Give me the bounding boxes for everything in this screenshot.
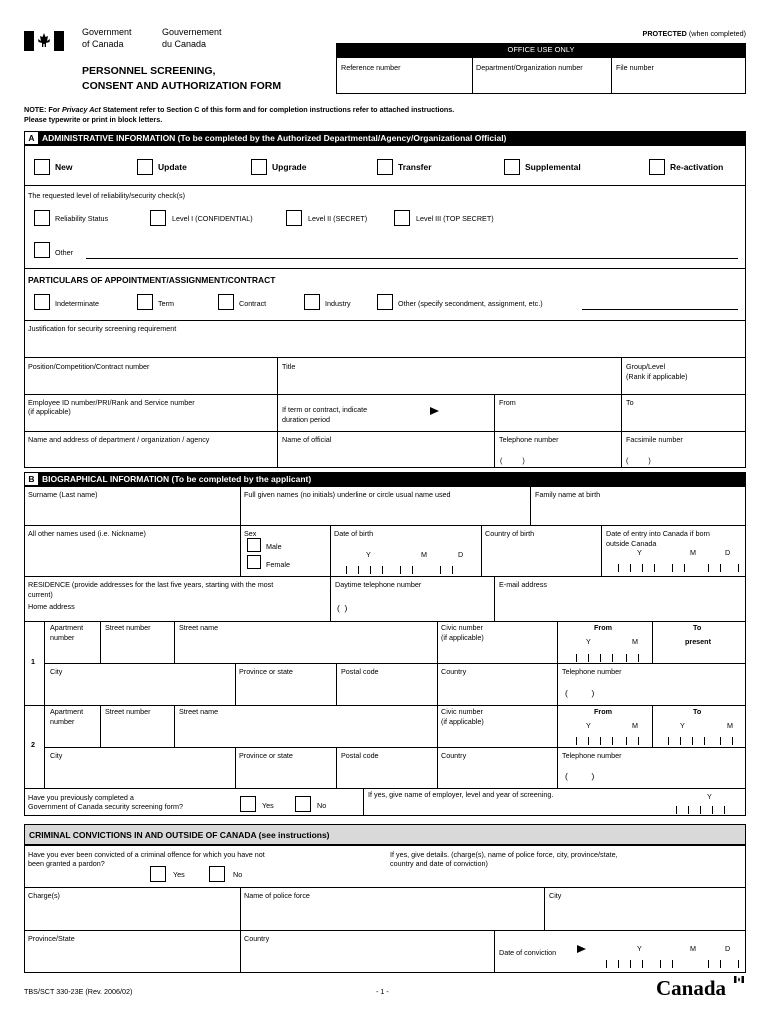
conviction-d: D bbox=[725, 944, 731, 953]
arrow-right-icon bbox=[430, 407, 439, 415]
surname-label: Surname (Last name) bbox=[28, 490, 98, 499]
civic-label-2b: (if applicable) bbox=[441, 717, 484, 726]
daytime-phone-parens: ( ) bbox=[337, 603, 348, 613]
position-number-label: Position/Competition/Contract number bbox=[28, 362, 150, 371]
prev-no-label: No bbox=[317, 801, 327, 810]
label-upgrade: Upgrade bbox=[272, 162, 307, 172]
checkbox-reliability[interactable] bbox=[34, 210, 50, 226]
label-other-level: Other bbox=[55, 248, 73, 257]
telephone-parens: ( ) bbox=[500, 456, 525, 465]
protected-label bbox=[643, 29, 746, 38]
charges-label: Charge(s) bbox=[28, 891, 60, 900]
employee-id-label-2: (if applicable) bbox=[28, 407, 71, 416]
checkbox-transfer[interactable] bbox=[377, 159, 393, 175]
conviction-no-label: No bbox=[233, 870, 243, 879]
facsimile-label: Facsimile number bbox=[626, 435, 683, 444]
entry-m: M bbox=[690, 548, 696, 557]
entry-y: Y bbox=[637, 548, 642, 557]
conviction-date-label: Date of conviction bbox=[499, 948, 557, 957]
entry-d: D bbox=[725, 548, 731, 557]
file-number-label: File number bbox=[616, 63, 654, 72]
street-number-label-2: Street number bbox=[105, 707, 151, 716]
label-other-appointment: Other (specify secondment, assignment, etc.) bbox=[398, 299, 543, 308]
employee-id-label-1: Employee ID number/PRI/Rank and Service number bbox=[28, 398, 195, 407]
label-update: Update bbox=[158, 162, 187, 172]
postal-label-2: Postal code bbox=[341, 751, 379, 760]
reference-number-label: Reference number bbox=[341, 63, 401, 72]
other-level-input[interactable] bbox=[86, 258, 738, 259]
criminal-frame bbox=[24, 845, 746, 973]
conviction-question-1: Have you ever been convicted of a criminal offence for which you have not bbox=[28, 850, 265, 859]
telephone-parens-1: ( ) bbox=[565, 688, 595, 698]
checkbox-reactivation[interactable] bbox=[649, 159, 665, 175]
telephone-parens-2: ( ) bbox=[565, 771, 595, 781]
checkbox-upgrade[interactable] bbox=[251, 159, 267, 175]
prev-year-y: Y bbox=[707, 792, 712, 801]
group-level-label-2: (Rank if applicable) bbox=[626, 372, 688, 381]
checkbox-conviction-no[interactable] bbox=[209, 866, 225, 882]
dob-d: D bbox=[458, 550, 464, 559]
checkbox-prev-yes[interactable] bbox=[240, 796, 256, 812]
prev-yes-details-label: If yes, give name of employer, level and year of screening. bbox=[368, 790, 554, 799]
justification-label: Justification for security screening requirement bbox=[28, 324, 177, 333]
conviction-m: M bbox=[690, 944, 696, 953]
note-prefix: NOTE: For bbox=[24, 105, 62, 114]
conviction-city-label: City bbox=[549, 891, 562, 900]
section-b-title: BIOGRAPHICAL INFORMATION (To be completed by the applicant) bbox=[42, 474, 312, 484]
checkbox-industry[interactable] bbox=[304, 294, 320, 310]
country-birth-label: Country of birth bbox=[485, 529, 535, 538]
canada-flag-icon bbox=[24, 31, 64, 51]
canada-wordmark bbox=[656, 976, 726, 1001]
addr-to-y-2: Y bbox=[680, 721, 685, 730]
gov-en-line-1: Government bbox=[82, 27, 132, 37]
section-b-letter: B bbox=[25, 473, 38, 485]
title-label: Title bbox=[282, 362, 296, 371]
protected-bold: PROTECTED bbox=[642, 29, 687, 38]
checkbox-prev-no[interactable] bbox=[295, 796, 311, 812]
conviction-yes-label: Yes bbox=[173, 870, 185, 879]
civic-label-1b: (if applicable) bbox=[441, 633, 484, 642]
criminal-title: CRIMINAL CONVICTIONS IN AND OUTSIDE OF CANADA (see instructions) bbox=[29, 830, 330, 840]
male-label: Male bbox=[266, 542, 282, 551]
group-level-label-1: Group/Level bbox=[626, 362, 666, 371]
dept-address-label: Name and address of department / organization / agency bbox=[28, 435, 210, 444]
conviction-country-label: Country bbox=[244, 934, 270, 943]
note-rest: Statement refer to Section C of this form and for completion instructions refer to attached instructions. bbox=[100, 105, 455, 114]
office-use-label: OFFICE USE ONLY bbox=[507, 45, 575, 54]
note-line-2: Please typewrite or print in block letters. bbox=[24, 115, 163, 124]
checkbox-level-2[interactable] bbox=[286, 210, 302, 226]
label-level-2: Level II (SECRET) bbox=[308, 214, 368, 223]
apartment-label-2a: Apartment bbox=[50, 707, 84, 716]
label-reactivation: Re-activation bbox=[670, 162, 724, 172]
form-title-line-1: PERSONNEL SCREENING, bbox=[82, 65, 216, 77]
label-indeterminate: Indeterminate bbox=[55, 299, 99, 308]
province-state-label: Province/State bbox=[28, 934, 75, 943]
checkbox-level-1[interactable] bbox=[150, 210, 166, 226]
section-a-title: ADMINISTRATIVE INFORMATION (To be completed by the Authorized Departmental/Agency/Organizational Official) bbox=[42, 133, 507, 143]
address-row-1-number: 1 bbox=[31, 657, 35, 666]
canada-wordmark-text: Canada bbox=[656, 976, 727, 1000]
female-label: Female bbox=[266, 560, 290, 569]
country-label-1: Country bbox=[441, 667, 467, 676]
city-label-2: City bbox=[50, 751, 63, 760]
particulars-title: PARTICULARS OF APPOINTMENT/ASSIGNMENT/CONTRACT bbox=[28, 275, 276, 285]
checkbox-term[interactable] bbox=[137, 294, 153, 310]
country-label-2: Country bbox=[441, 751, 467, 760]
wordmark-flag-icon bbox=[734, 976, 744, 983]
dob-m: M bbox=[421, 550, 427, 559]
daytime-phone-label: Daytime telephone number bbox=[335, 580, 422, 589]
checkbox-female[interactable] bbox=[247, 555, 261, 569]
apartment-label-1b: number bbox=[50, 633, 75, 642]
addr-from-label-1: From bbox=[594, 623, 612, 632]
note-line-1 bbox=[24, 105, 454, 114]
street-number-label-1: Street number bbox=[105, 623, 151, 632]
from-label: From bbox=[499, 398, 516, 407]
level-label: The requested level of reliability/security check(s) bbox=[28, 191, 185, 200]
conviction-y: Y bbox=[637, 944, 642, 953]
addr-from-label-2: From bbox=[594, 707, 612, 716]
term-label-2: duration period bbox=[282, 415, 330, 424]
telephone-label-1: Telephone number bbox=[562, 667, 622, 676]
apartment-label-2b: number bbox=[50, 717, 75, 726]
street-name-label-2: Street name bbox=[179, 707, 219, 716]
criminal-header bbox=[24, 824, 746, 845]
postal-label-1: Postal code bbox=[341, 667, 379, 676]
label-supplemental: Supplemental bbox=[525, 162, 581, 172]
telephone-label: Telephone number bbox=[499, 435, 559, 444]
label-level-3: Level III (TOP SECRET) bbox=[416, 214, 494, 223]
official-name-label: Name of official bbox=[282, 435, 332, 444]
civic-label-1a: Civic number bbox=[441, 623, 483, 632]
conviction-question-2: been granted a pardon? bbox=[28, 859, 105, 868]
entry-date-label-2: outside Canada bbox=[606, 539, 657, 548]
police-force-label: Name of police force bbox=[244, 891, 310, 900]
checkbox-level-3[interactable] bbox=[394, 210, 410, 226]
dob-label: Date of birth bbox=[334, 529, 374, 538]
checkbox-supplemental[interactable] bbox=[504, 159, 520, 175]
residence-label-1: RESIDENCE (provide addresses for the last five years, starting with the most bbox=[28, 580, 274, 589]
checkbox-male[interactable] bbox=[247, 538, 261, 552]
label-industry: Industry bbox=[325, 299, 351, 308]
addr-from-m-1: M bbox=[632, 637, 638, 646]
addr-from-m-2: M bbox=[632, 721, 638, 730]
checkbox-new[interactable] bbox=[34, 159, 50, 175]
given-names-label: Full given names (no initials) underline or circle usual name used bbox=[244, 490, 451, 499]
facsimile-parens: ( ) bbox=[626, 456, 651, 465]
section-b-header bbox=[24, 472, 746, 486]
section-a-letter: A bbox=[25, 132, 38, 144]
dept-number-label: Department/Organization number bbox=[476, 63, 583, 72]
label-contract: Contract bbox=[239, 299, 267, 308]
section-a-header bbox=[24, 131, 746, 145]
to-label: To bbox=[626, 398, 634, 407]
privacy-act: Privacy Act bbox=[61, 105, 101, 114]
form-title-line-2: CONSENT AND AUTHORIZATION FORM bbox=[82, 80, 282, 92]
conviction-details-1: If yes, give details. (charge(s), name of police force, city, province/state, bbox=[390, 850, 618, 859]
gov-fr-line-2: du Canada bbox=[162, 39, 207, 49]
province-label-2: Province or state bbox=[239, 751, 293, 760]
term-label-1: If term or contract, indicate bbox=[282, 405, 368, 414]
prev-screening-label-1: Have you previously completed a bbox=[28, 793, 134, 802]
prev-screening-label-2: Government of Canada security screening form? bbox=[28, 802, 184, 811]
label-new: New bbox=[55, 162, 73, 172]
checkbox-contract[interactable] bbox=[218, 294, 234, 310]
addr-to-label-1: To bbox=[693, 623, 702, 632]
present-label: present bbox=[685, 637, 711, 646]
addr-from-y-2: Y bbox=[586, 721, 591, 730]
label-level-1: Level I (CONFIDENTIAL) bbox=[172, 214, 253, 223]
label-transfer: Transfer bbox=[398, 162, 432, 172]
email-label: E-mail address bbox=[499, 580, 547, 589]
province-label-1: Province or state bbox=[239, 667, 293, 676]
checkbox-other-level[interactable] bbox=[34, 242, 50, 258]
city-label-1: City bbox=[50, 667, 63, 676]
apartment-label-1a: Apartment bbox=[50, 623, 84, 632]
other-appointment-input[interactable] bbox=[582, 309, 738, 310]
conviction-arrow-icon bbox=[577, 945, 586, 953]
family-birth-label: Family name at birth bbox=[535, 490, 601, 499]
entry-date-label-1: Date of entry into Canada if born bbox=[606, 529, 710, 538]
addr-to-label-2: To bbox=[693, 707, 702, 716]
office-use-bar bbox=[336, 43, 746, 57]
addr-from-y-1: Y bbox=[586, 637, 591, 646]
other-names-label: All other names used (i.e. Nickname) bbox=[28, 529, 146, 538]
checkbox-conviction-yes[interactable] bbox=[150, 866, 166, 882]
civic-label-2a: Civic number bbox=[441, 707, 483, 716]
street-name-label-1: Street name bbox=[179, 623, 219, 632]
checkbox-other-appointment[interactable] bbox=[377, 294, 393, 310]
protected-rest: (when completed) bbox=[686, 29, 746, 38]
home-address-label: Home address bbox=[28, 602, 75, 611]
addr-to-m-2: M bbox=[727, 721, 733, 730]
checkbox-indeterminate[interactable] bbox=[34, 294, 50, 310]
residence-label-2: current) bbox=[28, 590, 53, 599]
gov-en-line-2: of Canada bbox=[82, 39, 124, 49]
address-row-2-number: 2 bbox=[31, 740, 35, 749]
form-id: TBS/SCT 330-23E (Rev. 2006/02) bbox=[24, 987, 133, 996]
telephone-label-2: Telephone number bbox=[562, 751, 622, 760]
checkbox-update[interactable] bbox=[137, 159, 153, 175]
label-reliability: Reliability Status bbox=[55, 214, 109, 223]
sex-label: Sex bbox=[244, 529, 257, 538]
label-term: Term bbox=[158, 299, 174, 308]
gov-fr-line-1: Gouvernement bbox=[162, 27, 222, 37]
prev-yes-label: Yes bbox=[262, 801, 274, 810]
conviction-details-2: country and date of conviction) bbox=[390, 859, 488, 868]
dob-y: Y bbox=[366, 550, 371, 559]
page-number: - 1 - bbox=[376, 987, 389, 996]
